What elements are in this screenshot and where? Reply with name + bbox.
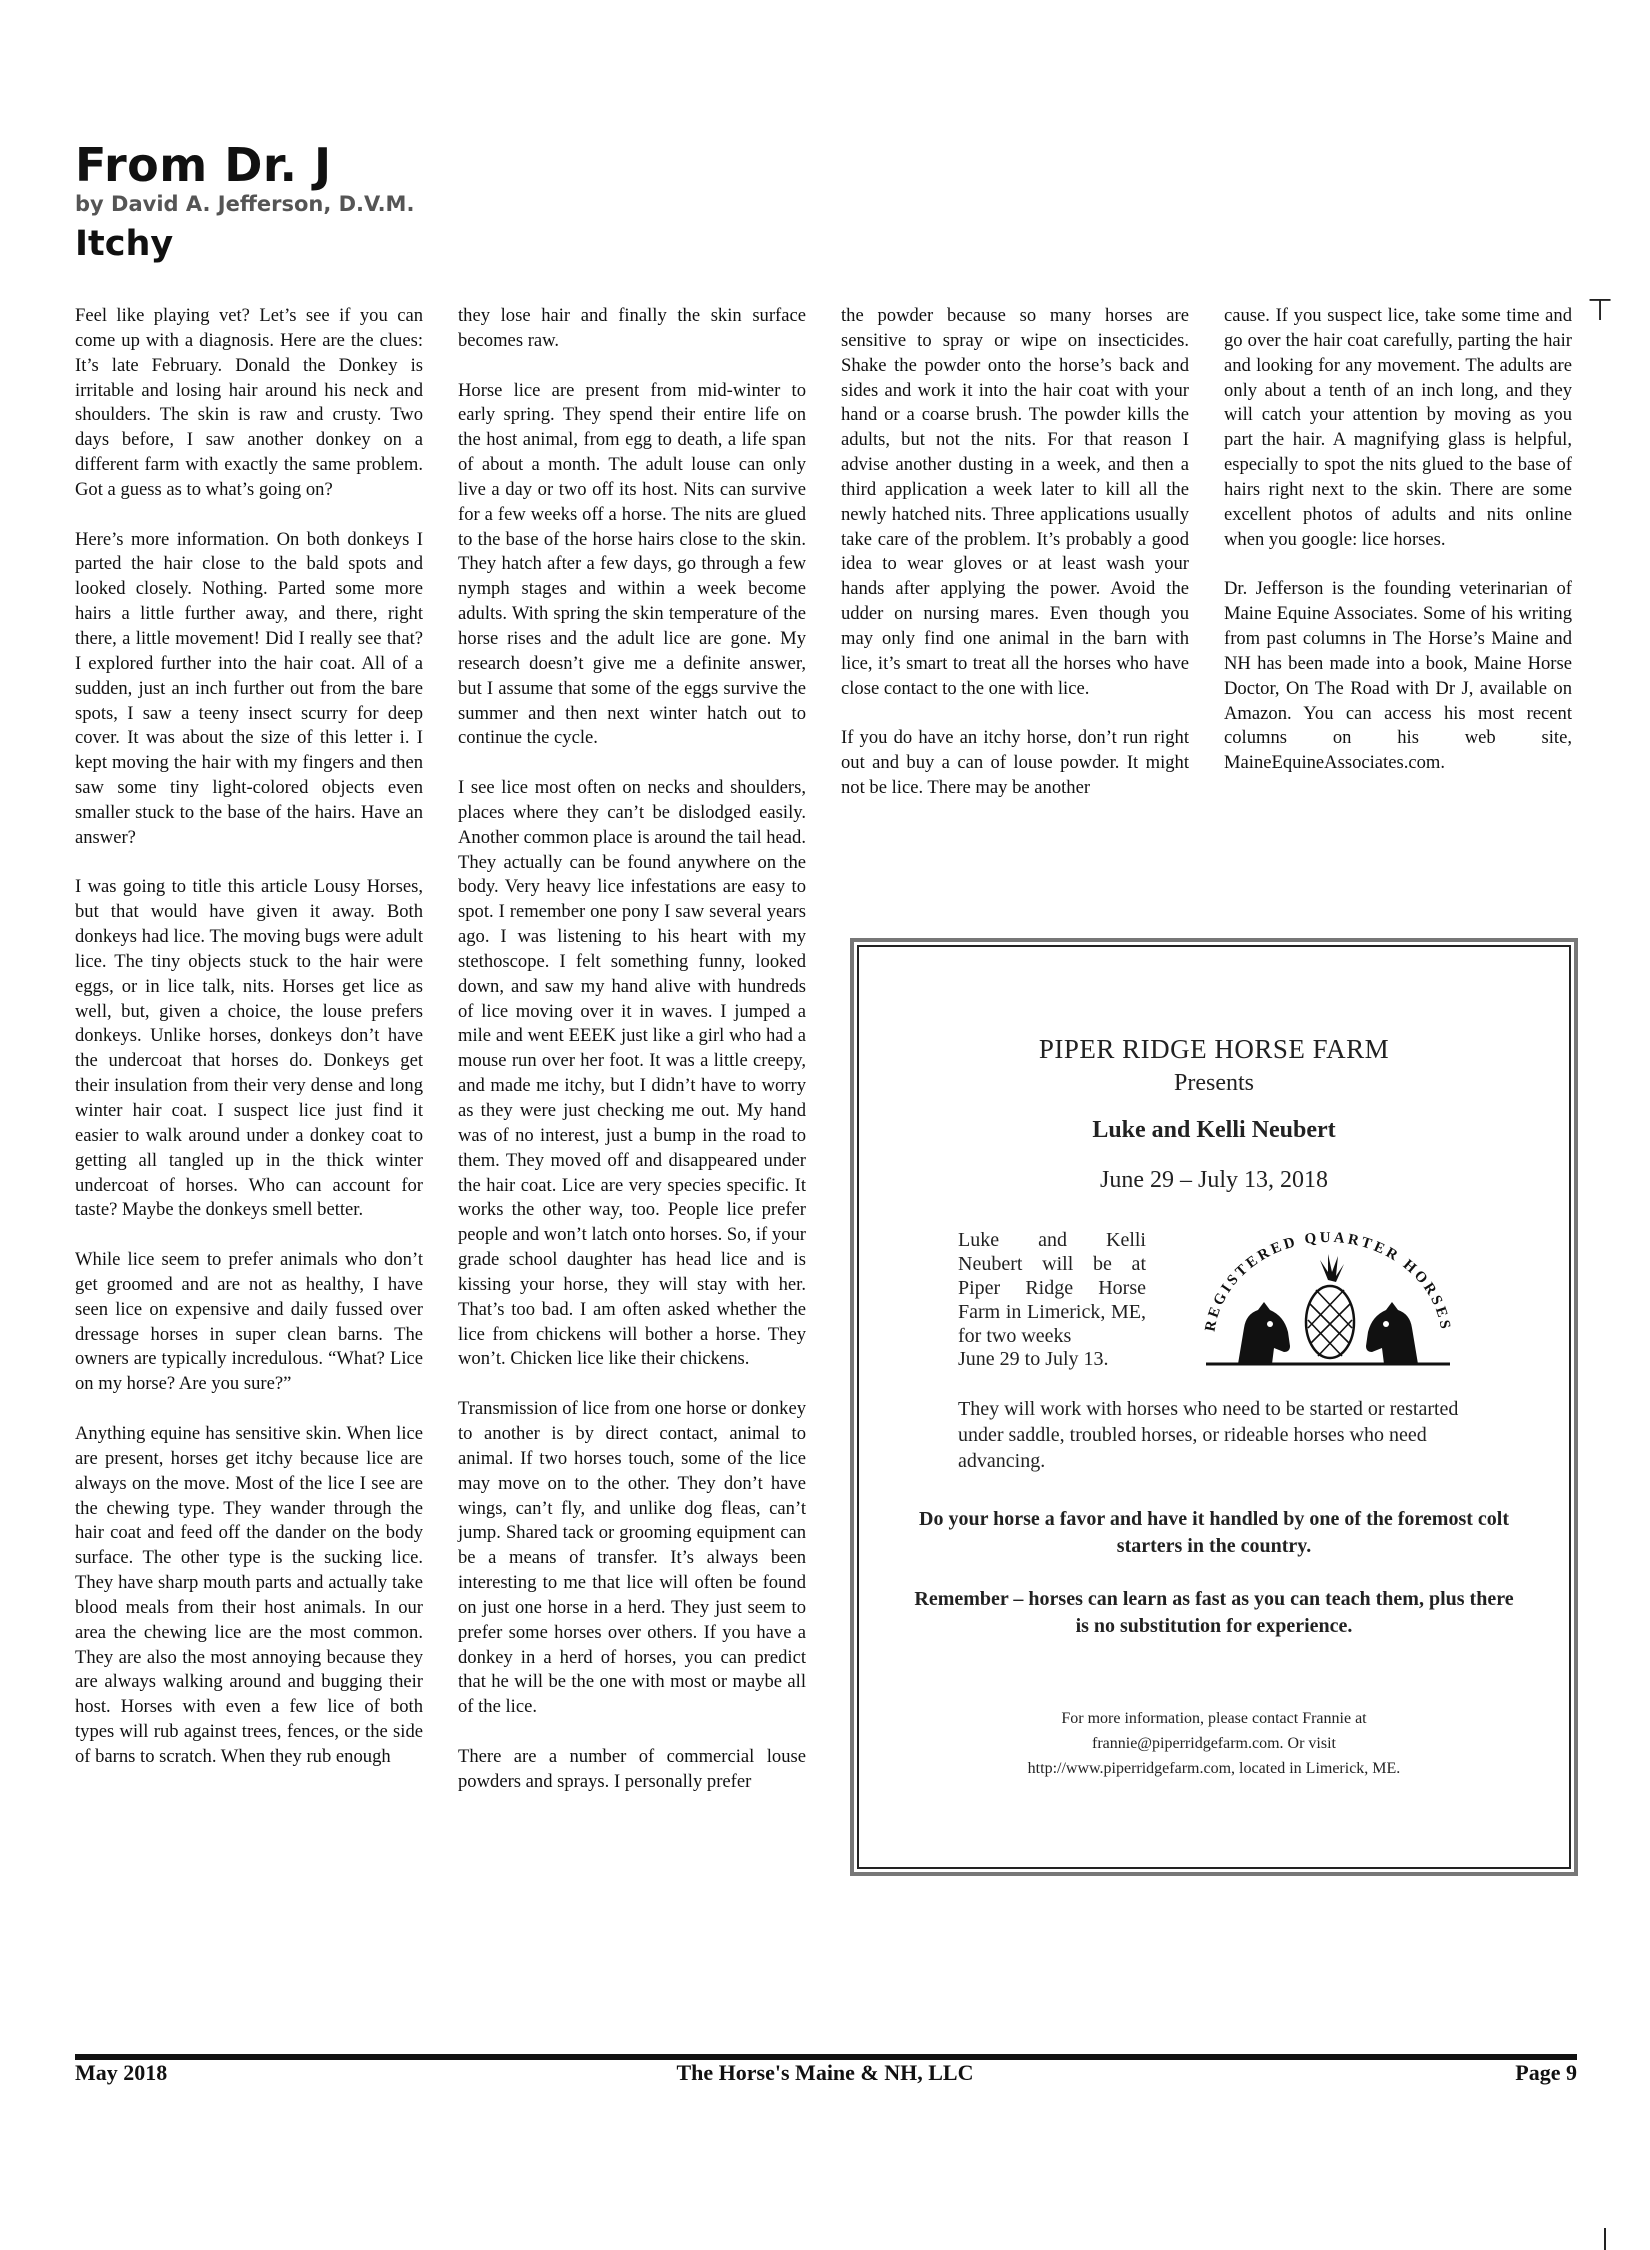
article-title: From Dr. J (75, 138, 332, 192)
paragraph: they lose hair and finally the skin surface becomes raw. (458, 305, 806, 351)
article-column-4 (1224, 304, 1572, 776)
pineapple-icon (1306, 1254, 1354, 1358)
logo-arc-text: REGISTERED QUARTER HORSES (1202, 1229, 1454, 1333)
paragraph: There are a number of commercial louse powders and sprays. I personally prefer (458, 1745, 806, 1792)
article-byline: by David A. Jefferson, D.V.M. (75, 192, 415, 216)
paragraph: If you do have an itchy horse, don’t run right out and buy a can of louse powder. It might not be lice. There may be another (841, 727, 1189, 799)
article-column-3 (841, 304, 1189, 801)
paragraph: I was going to title this article Lousy Horses, but that would have given it away. Both donkeys had lice. The moving bugs were adult lice. The tiny objects stuck to the hair were eggs, or in lice talk, nits. Horses get lice as well, but, given a choice, the louse prefers donkeys. Unlike horses, donkeys don’t have the undercoat that horses do. Donkeys get their insulation from their very dense and long winter hair coat. I suspect lice just find it easier to walk around under a donkey coat to getting all tangled up in the thick winter undercoat of horses. Who can account for taste? Maybe the donkeys smell better. (75, 876, 423, 1221)
paragraph: Transmission of lice from one horse or donkey to another is by direct contact, animal to animal. If two horses touch, some of the lice may move on to the other. They don’t have wings, can’t fly, and unlike dog fleas, can’t jump. Shared tack or grooming equipment can be a means of transfer. It’s always been interesting to me that lice will often be found on just one horse in a herd. They just seem to prefer some horses over others. If you have a donkey in a herd of horses, you can predict that he will be the one with most or maybe all of the lice. (458, 1398, 806, 1718)
article-subtitle: Itchy (75, 224, 174, 264)
footer-page-number: Page 9 (1515, 2060, 1577, 2085)
registration-mark: ⊤ (1587, 293, 1614, 328)
horse-head-left-icon (1238, 1302, 1290, 1364)
paragraph: Here’s more information. On both donkeys I parted the hair close to the bald spots and looked closely. Nothing. Parted some more hairs a little further away, and there, right there, a little movement! Did I really see that? I explored further into the hair coat. All of a sudden, just an inch further out from the bare spots, I saw a teeny insect scurry for deep cover. It was about the size of this letter i. I kept moving the hair with my fingers and then saw some tiny light-colored objects even smaller stuck to the base of the hairs. Have an answer? (75, 528, 423, 848)
paragraph: cause. If you suspect lice, take some time and go over the hair coat carefully, parting the hair and looking for any movement. The adults are only about a tenth of an inch long, and they will catch your attention by moving as you part the hair. A magnifying glass is helpful, especially to spot the nits glued to the base of hairs right next to the skin. There are some excellent photos of adults and nits online when you google: lice horses. (1224, 305, 1572, 550)
advertisement-box (850, 938, 1578, 1876)
footer-publication: The Horse's Maine & NH, LLC (676, 2060, 974, 2085)
ad-remember-message: Remember – horses can learn as fast as you can teach them, plus there is no substitution for experience. (914, 1588, 1514, 1637)
horse-head-right-icon (1366, 1302, 1418, 1364)
ad-contact-website: http://www.piperridgefarm.com, located in Limerick, ME. (1027, 1760, 1401, 1777)
article-column-1 (75, 304, 423, 1770)
ad-contact-line: For more information, please contact Frannie at (1061, 1710, 1367, 1727)
ad-names: Luke and Kelli Neubert (1092, 1117, 1336, 1143)
ad-dates: June 29 – July 13, 2018 (1100, 1167, 1328, 1193)
paragraph: Feel like playing vet? Let’s see if you can come up with a diagnosis. Here are the clues: It’s late February. Donald the Donkey is irritable and losing hair around his neck and shoulders. The skin is raw and crusty. Two days before, I saw another donkey on a different farm with exactly the same problem. Got a guess as to what’s going on? (75, 305, 423, 500)
paragraph: Dr. Jefferson is the founding veterinarian of Maine Equine Associates. Some of his writing from past columns in The Horse’s Maine and NH has been made into a book, Maine Horse Doctor, On The Road with Dr J, available on Amazon. You can access his most recent columns on his web site, MaineEquineAssociates.com. (1224, 578, 1572, 774)
ad-contact-info (894, 1706, 1534, 1781)
ad-farm-name: PIPER RIDGE HORSE FARM (1038, 1034, 1390, 1064)
ad-description: They will work with horses who need to be started or restarted under saddle, troubled horses, or rideable horses who need advancing. (958, 1398, 1459, 1472)
paragraph: While lice seem to prefer animals who don’t get groomed and are not as healthy, I have seen lice on expensive and daily fussed over dressage horses in super clean barns. The owners are typically incredulous. “What? Lice on my horse? Are you sure?” (75, 1249, 423, 1395)
crop-mark (1604, 2228, 1606, 2250)
footer-date: May 2018 (75, 2060, 168, 2085)
paragraph: I see lice most often on necks and shoulders, places where they can’t be dislodged easily. Another common place is around the tail head. They actually can be found anywhere on the body. Very heavy lice infestations are easy to spot. I remember one pony I saw several years ago. I was listening to his heart with my stethoscope. I felt something funny, looked down, and saw my hand alive with hundreds of lice moving over it in waves. I jumped a mile and went EEEK just like a girl who had a mouse run over her foot. It was a little creepy, and made me itchy, but I didn’t have to worry as they were just checking me out. My hand was of no interest, just a bump in the road to them. They moved off and disappeared under the hair coat. Lice are very species specific. It works the other way, too. People lice prefer people and won’t latch onto horses. So, if your grade school daughter has head lice and is kissing your horse, they will stay with her. That’s too bad. I am often asked whether the lice from chickens will bother a horse. They won’t. Chicken lice like their chickens. (458, 777, 807, 1370)
ad-intro: Luke and Kelli Neubert will be at Piper Ridge Horse Farm in Limerick, ME, for two weeks (958, 1229, 1146, 1347)
paragraph: the powder because so many horses are sensitive to spray or wipe on insecticides. Shake the powder onto the horse’s back and sides and work it into the hair coat with your hand or a coarse brush. The powder kills the adults, but not the nits. For that reason I advise another dusting in a week, and then a third application a week later to kill all the newly hatched nits. Three applications usually take care of the problem. It’s probably a good idea to wear gloves or at least wash your hands after applying the power. Avoid the udder on nursing mares. Even though you may only find one animal in the barn with lice, it’s smart to treat all the horses who have close contact to the one with lice. (841, 305, 1189, 699)
paragraph: Horse lice are present from mid-winter to early spring. They spend their entire life on the host animal, from egg to death, a life span of about a month. The adult louse can only live a day or two off its host. Nits can survive for a few weeks off a horse. The nits are glued to the base of the horse hairs close to the skin. They hatch after a few days, go through a few nymph stages and within a week become adults. With spring the skin temperature of the horse rises and the adult lice are gone. My research doesn’t give me a definite answer, but I assume that some of the eggs survive the summer and then next winter hatch out to continue the cycle. (458, 379, 806, 749)
paragraph: Anything equine has sensitive skin. When lice are present, horses get itchy because lice are always on the move. Most of the lice I see are the chewing type. They wander through the hair coat and feed off the dander on the body surface. The other type is the sucking lice. They have sharp mouth parts and actually take blood meals from their host animals. In our area the chewing lice are the most common. They are also the most annoying because they are always walking around and bugging their host. Horses with even a few lice of both types will rub against trees, fences, or the side of barns to scratch. When they rub enough (75, 1422, 423, 1767)
ad-presents: Presents (1174, 1070, 1254, 1096)
ad-intro-tail: June 29 to July 13. (958, 1348, 1109, 1370)
ad-contact-email: frannie@piperridgefarm.com. Or visit (1092, 1735, 1336, 1752)
article-column-2 (458, 304, 806, 1795)
ad-favor-message: Do your horse a favor and have it handled by one of the foremost colt starters in the country. (919, 1508, 1509, 1557)
quarter-horse-logo (1192, 1224, 1464, 1374)
